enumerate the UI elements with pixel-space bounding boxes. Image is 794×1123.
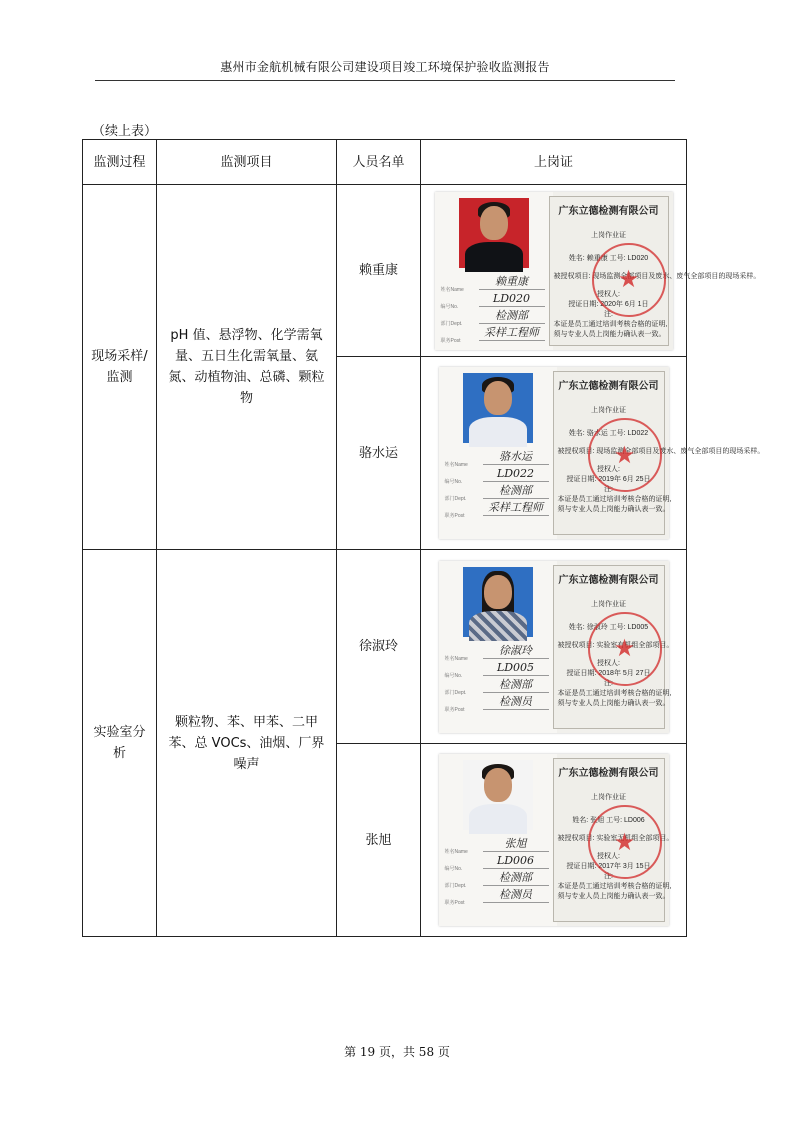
certificate-cell [421, 185, 761, 357]
card-field-row [441, 325, 549, 342]
certificate-card [439, 754, 674, 926]
portrait-body [469, 804, 527, 834]
card-field-label: 职务Post [440, 337, 461, 344]
header-certificate: 上岗证 [421, 140, 687, 185]
card-photo-side [439, 754, 557, 926]
portrait-body [469, 417, 527, 447]
card-field-label: 职务Post [444, 900, 465, 906]
person-name: 徐淑玲 [337, 550, 421, 744]
card-note2-line: 须与专业人员上岗能力确认表一致。 [557, 699, 670, 707]
card-date-line: 授证日期: 2019年 6月 25日 [566, 476, 651, 483]
portrait-body [469, 611, 527, 641]
page-footer: 第 19 页，共 58 页 [344, 1045, 450, 1059]
card-field-row [441, 291, 549, 308]
card-fields [445, 836, 553, 904]
process-cell: 实验室分析 [83, 550, 157, 937]
card-fields [445, 643, 553, 711]
page-header: 惠州市金航机械有限公司建设项目竣工环境保护验收监测报告 [220, 60, 550, 74]
card-handwritten-value: 采样工程师 [479, 325, 545, 341]
card-subtitle: 上岗作业证 [591, 407, 626, 414]
card-handwritten-value: LD020 [479, 291, 545, 307]
card-grant-label: 授权人: [597, 853, 620, 860]
card-photo-side [439, 367, 557, 539]
card-company: 广东立德检测有限公司 [558, 205, 659, 217]
red-seal-icon: ★ [588, 418, 662, 492]
card-grant-label: 授权人: [597, 659, 620, 667]
card-info-side [553, 565, 674, 729]
card-field-row [445, 887, 553, 904]
card-name-line: 姓名: 赖重康 工号: LD020 [568, 254, 649, 262]
card-field-row [441, 274, 549, 291]
card-field-label: 部门Dept. [444, 689, 467, 696]
card-handwritten-value: 徐淑玲 [483, 643, 549, 659]
card-field-label: 姓名Name [444, 849, 468, 855]
card-handwritten-value: LD022 [483, 466, 549, 482]
card-date-line: 授证日期: 2020年 6月 1日 [568, 300, 649, 308]
card-field-label: 编号No. [444, 672, 463, 679]
portrait-face [484, 575, 512, 609]
header-people: 人员名单 [337, 140, 421, 185]
card-photo-side [439, 561, 557, 733]
card-note2-line: 须与专业人员上岗能力确认表一致。 [553, 330, 666, 338]
header-rule [95, 80, 675, 81]
card-company: 广东立德检测有限公司 [558, 574, 659, 586]
items-cell: pH 值、悬浮物、化学需氧量、五日生化需氧量、氨氮、动植物油、总磷、颗粒物 [157, 185, 337, 550]
card-field-row [445, 853, 553, 870]
red-seal-icon: ★ [592, 243, 666, 317]
card-date-line: 授证日期: 2017年 3月 15日 [566, 863, 651, 870]
card-subtitle: 上岗作业证 [591, 600, 626, 608]
portrait-face [484, 768, 512, 802]
header-items: 监测项目 [157, 140, 337, 185]
portrait-body [465, 242, 523, 272]
card-info-side [553, 371, 765, 535]
card-handwritten-value: 采样工程师 [483, 500, 549, 516]
card-field-row [445, 483, 553, 500]
card-photo-side [435, 192, 553, 350]
card-fields [445, 449, 553, 517]
card-name-line: 姓名: 张旭 工号: LD006 [572, 817, 645, 824]
card-field-label: 职务Post [444, 513, 465, 519]
card-field-label: 编号No. [440, 303, 459, 310]
card-company: 广东立德检测有限公司 [558, 381, 659, 392]
card-note1-line: 本证是员工通过培训考核合格的证明, [557, 689, 672, 697]
certificate-cell [421, 744, 687, 937]
card-note1-line: 本证是员工通过培训考核合格的证明, [553, 320, 668, 328]
table-header-row [83, 140, 687, 185]
process-cell: 现场采样/监测 [83, 185, 157, 550]
card-info-side [549, 196, 761, 346]
card-field-label: 部门Dept. [444, 496, 467, 502]
card-handwritten-value: 检测部 [479, 308, 545, 324]
person-name: 骆水运 [337, 357, 421, 550]
certificate-cell [421, 550, 687, 744]
portrait-face [484, 381, 512, 415]
red-seal-icon: ★ [588, 612, 662, 686]
card-field-label: 部门Dept. [440, 320, 463, 327]
card-field-label: 姓名Name [444, 655, 468, 662]
card-note1-line: 本证是员工通过培训考核合格的证明, [557, 883, 672, 890]
card-auth-line: 被授权项目: 实验室有机组全部项目。 [557, 641, 674, 649]
card-subtitle: 上岗作业证 [591, 794, 626, 801]
card-grant-label: 授权人: [597, 466, 620, 473]
card-field-row [445, 449, 553, 466]
card-field-label: 编号No. [444, 479, 463, 485]
items-cell: 颗粒物、苯、甲苯、二甲苯、总 VOCs、油烟、厂界噪声 [157, 550, 337, 937]
card-note2-line: 须与专业人员上岗能力确认表一致。 [557, 506, 670, 513]
card-field-row [445, 677, 553, 694]
card-field-row [441, 308, 549, 325]
card-handwritten-value: 检测部 [483, 483, 549, 499]
person-name: 赖重康 [337, 185, 421, 357]
card-handwritten-value: 骆水运 [483, 449, 549, 465]
red-seal-icon: ★ [588, 805, 662, 879]
card-company: 广东立德检测有限公司 [558, 768, 659, 779]
card-handwritten-value: 张旭 [483, 836, 549, 852]
certificate-card [439, 367, 765, 539]
card-handwritten-value: LD005 [483, 660, 549, 676]
card-handwritten-value: 赖重康 [479, 274, 545, 290]
portrait-face [480, 206, 508, 240]
card-field-row [445, 836, 553, 853]
card-date-line: 授证日期: 2018年 5月 27日 [566, 669, 651, 677]
card-field-row [445, 660, 553, 677]
card-field-row [445, 466, 553, 483]
card-fields [441, 274, 549, 342]
card-field-row [445, 500, 553, 517]
card-field-label: 姓名Name [444, 462, 468, 468]
id-photo [463, 760, 533, 830]
card-handwritten-value: 检测部 [483, 870, 549, 886]
card-field-row [445, 870, 553, 887]
card-field-label: 编号No. [444, 866, 463, 872]
id-photo [463, 567, 533, 637]
card-subtitle: 上岗作业证 [591, 231, 626, 239]
certificate-card [435, 192, 761, 350]
card-field-row [445, 643, 553, 660]
id-photo [463, 373, 533, 443]
card-field-label: 姓名Name [440, 286, 464, 293]
card-field-label: 部门Dept. [444, 883, 467, 889]
header-process: 监测过程 [83, 140, 157, 185]
card-name-line: 姓名: 骆水运 工号: LD022 [568, 430, 649, 437]
card-auth-line: 被授权项目: 现场监测全部项目及废水、废气全部项目的现场采样。 [553, 272, 761, 280]
card-note-line: 注: [604, 486, 613, 493]
card-name-line: 姓名: 徐淑玲 工号: LD005 [568, 623, 649, 631]
table-row [83, 550, 687, 744]
certificate-card [439, 561, 674, 733]
card-note-line: 注: [604, 873, 613, 880]
table-caption: （续上表） [92, 124, 158, 139]
person-name: 张旭 [337, 744, 421, 937]
card-info-side [553, 758, 674, 922]
card-handwritten-value: 检测员 [483, 694, 549, 710]
card-note-line: 注: [604, 310, 613, 318]
card-note1-line: 本证是员工通过培训考核合格的证明, [557, 496, 672, 503]
card-note-line: 注: [604, 679, 613, 687]
card-field-label: 职务Post [444, 706, 465, 713]
card-auth-line: 被授权项目: 实验室无机组全部项目。 [557, 835, 674, 842]
card-handwritten-value: 检测员 [483, 887, 549, 903]
table-row [83, 185, 687, 357]
personnel-table [82, 139, 765, 937]
card-grant-label: 授权人: [597, 290, 620, 298]
card-handwritten-value: 检测部 [483, 677, 549, 693]
certificate-cell [421, 357, 765, 550]
card-note2-line: 须与专业人员上岗能力确认表一致。 [557, 893, 670, 900]
card-handwritten-value: LD006 [483, 853, 549, 869]
card-field-row [445, 694, 553, 711]
id-photo [459, 198, 529, 268]
card-auth-line: 被授权项目: 现场监测全部项目及废水、废气全部项目的现场采样。 [557, 448, 765, 455]
